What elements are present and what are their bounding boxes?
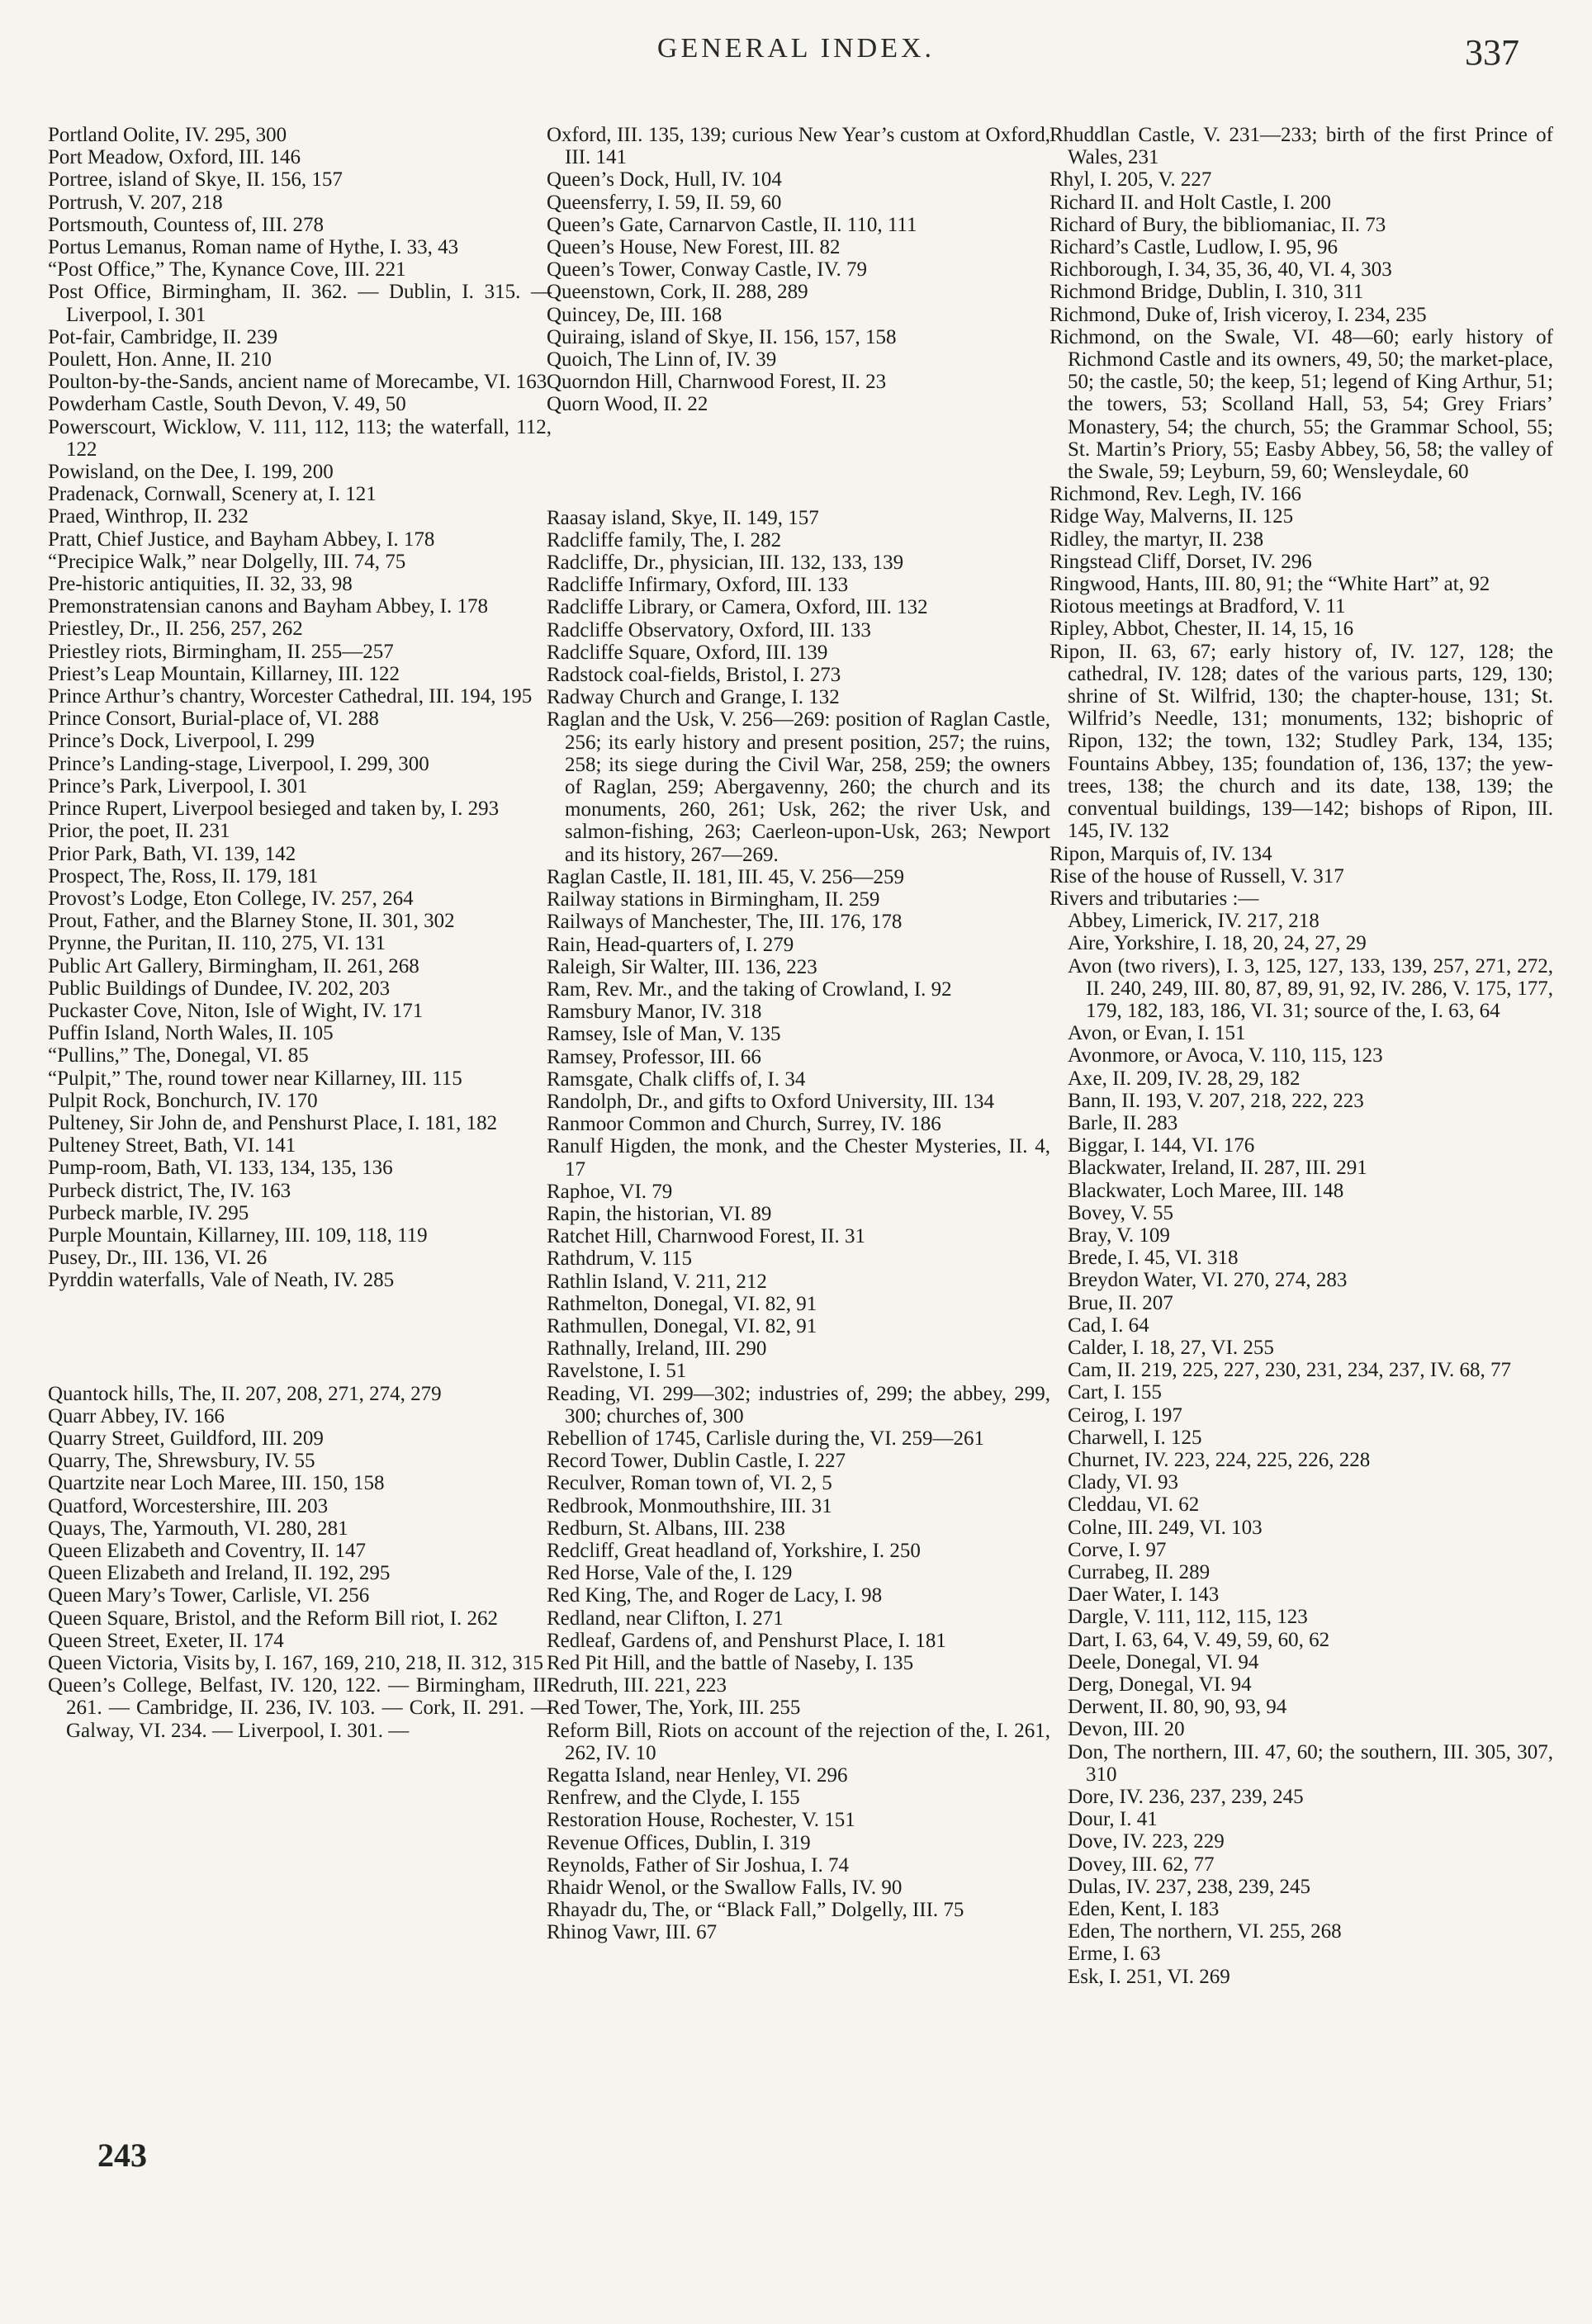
index-entry: Ramsey, Professor, III. 66: [547, 1045, 761, 1068]
index-entry: Rhinog Vawr, III. 67: [547, 1921, 718, 1944]
index-entry: Ringstead Cliff, Dorset, IV. 296: [1049, 550, 1312, 573]
index-entry: Prince Rupert, Liverpool besieged and taken by, I. 293: [48, 798, 500, 821]
index-entry: Radcliffe family, The, I. 282: [547, 528, 782, 551]
index-entry: Rise of the house of Russell, V. 317: [1049, 864, 1344, 887]
index-column-1: [48, 124, 552, 1742]
index-entry: Radway Church and Grange, I. 132: [547, 686, 840, 709]
index-entry: Prior Park, Bath, VI. 139, 142: [48, 842, 296, 865]
index-subentry: Biggar, I. 144, VI. 176: [1068, 1134, 1255, 1157]
index-entry: Rhaidr Wenol, or the Swallow Falls, IV. 90: [547, 1877, 903, 1900]
index-entry: Radcliffe Library, or Camera, Oxford, III. 132: [547, 596, 928, 619]
index-entry: Prout, Father, and the Blarney Stone, II. 301, 302: [48, 910, 455, 933]
index-entry: Queen Victoria, Visits by, I. 167, 169, 210, 218, II. 312, 315: [48, 1652, 543, 1674]
index-entry: Reculver, Roman town of, VI. 2, 5: [547, 1472, 832, 1495]
index-entry: Post Office, Birmingham, II. 362. — Dublin, I. 315. — Liverpool, I. 301: [48, 281, 552, 326]
index-entry: Queen’s Tower, Conway Castle, IV. 79: [547, 258, 867, 282]
index-entry: Redbrook, Monmouthshire, III. 31: [547, 1494, 832, 1517]
index-entry: Richard II. and Holt Castle, I. 200: [1049, 191, 1331, 214]
index-entry: Richmond, on the Swale, VI. 48—60; early history of Richmond Castle and its owners, 49, 50; the market-place, 50; the castle, 50; the keep, 51; legend of King Arthur, 51; the towers, 53; Scolland Hall, 53, 54; Grey Friars’ Monastery, 54; the church, 55; the Grammar School, 55; St. Martin’s Priory, 55; Easby Abbey, 56, 58; the valley of the Swale, 59; Leyburn, 59, 60; Wensleydale, 60: [1049, 325, 1553, 484]
index-subentry: Axe, II. 209, IV. 28, 29, 182: [1068, 1067, 1301, 1090]
index-entry: “Post Office,” The, Kynance Cove, III. 221: [48, 258, 406, 282]
index-entry: Queen’s House, New Forest, III. 82: [547, 236, 841, 259]
index-column-3: [1049, 124, 1553, 1988]
index-entry: Reform Bill, Riots on account of the rejection of the, I. 261, 262, IV. 10: [547, 1719, 1050, 1764]
index-entry: Quartzite near Loch Maree, III. 150, 158: [48, 1472, 385, 1495]
index-subentry: Dour, I. 41: [1068, 1808, 1158, 1831]
index-entry: Prince’s Park, Liverpool, I. 301: [48, 774, 308, 798]
page-number: 337: [1465, 32, 1519, 73]
index-entry: Riotous meetings at Bradford, V. 11: [1049, 595, 1346, 618]
index-entry: Public Buildings of Dundee, IV. 202, 203: [48, 977, 391, 1000]
index-entry: Powerscourt, Wicklow, V. 111, 112, 113; the waterfall, 112, 122: [48, 415, 552, 461]
index-entry: Redburn, St. Albans, III. 238: [547, 1517, 785, 1540]
index-subentry: Eden, The northern, VI. 255, 268: [1068, 1920, 1342, 1943]
index-subentry: Cleddau, VI. 62: [1068, 1493, 1200, 1517]
index-entry: Quorndon Hill, Charnwood Forest, II. 23: [547, 371, 887, 394]
index-entry: Raglan Castle, II. 181, III. 45, V. 256—259: [547, 865, 905, 888]
index-entry: Regatta Island, near Henley, VI. 296: [547, 1764, 848, 1787]
index-subentry: Bann, II. 193, V. 207, 218, 222, 223: [1068, 1089, 1364, 1112]
index-entry: Ravelstone, I. 51: [547, 1360, 687, 1383]
index-entry: Richard’s Castle, Ludlow, I. 95, 96: [1049, 236, 1339, 259]
index-entry: Pulpit Rock, Bonchurch, IV. 170: [48, 1089, 318, 1112]
index-entry: Richmond Bridge, Dublin, I. 310, 311: [1049, 281, 1364, 304]
index-entry: Powderham Castle, South Devon, V. 49, 50: [48, 393, 406, 416]
index-entry: Prince’s Dock, Liverpool, I. 299: [48, 730, 315, 753]
index-subentry: Dovey, III. 62, 77: [1068, 1853, 1215, 1876]
index-entry: Purple Mountain, Killarney, III. 109, 118, 119: [48, 1224, 428, 1247]
index-entry: “Precipice Walk,” near Dolgelly, III. 74, 75: [48, 550, 406, 573]
index-subentry: Deele, Donegal, VI. 94: [1068, 1650, 1259, 1673]
index-entry: Pre-historic antiquities, II. 32, 33, 98: [48, 573, 353, 596]
index-entry: Randolph, Dr., and gifts to Oxford University, III. 134: [547, 1090, 995, 1113]
index-entry: Rain, Head-quarters of, I. 279: [547, 933, 794, 956]
index-subentry: Cart, I. 155: [1068, 1381, 1162, 1404]
index-entry: Ram, Rev. Mr., and the taking of Crowland, I. 92: [547, 977, 952, 1001]
index-entry: Queenstown, Cork, II. 288, 289: [547, 281, 808, 304]
index-subentry: Brue, II. 207: [1068, 1291, 1173, 1314]
index-entry: Raphoe, VI. 79: [547, 1180, 673, 1203]
index-subentry: Barle, II. 283: [1068, 1111, 1178, 1134]
index-subentry: Eden, Kent, I. 183: [1068, 1898, 1220, 1921]
index-subentry: Dove, IV. 223, 229: [1068, 1830, 1225, 1853]
index-entry: Queen Square, Bristol, and the Reform Bill riot, I. 262: [48, 1607, 499, 1630]
index-subentry: Blackwater, Loch Maree, III. 148: [1068, 1179, 1344, 1202]
index-entry: Quantock hills, The, II. 207, 208, 271, 274, 279: [48, 1382, 442, 1405]
index-entry: Richard of Bury, the bibliomaniac, II. 73: [1049, 213, 1386, 236]
index-entry: Queen Street, Exeter, II. 174: [48, 1629, 284, 1652]
index-entry: Radcliffe Infirmary, Oxford, III. 133: [547, 574, 849, 597]
index-subentry: Esk, I. 251, VI. 269: [1068, 1965, 1230, 1988]
index-entry: Portus Lemanus, Roman name of Hythe, I. 33, 43: [48, 236, 459, 259]
index-entry: Purbeck marble, IV. 295: [48, 1201, 249, 1224]
index-subentry: Ceirog, I. 197: [1068, 1403, 1182, 1427]
index-entry: Raleigh, Sir Walter, III. 136, 223: [547, 955, 817, 978]
index-subentry: Avon, or Evan, I. 151: [1068, 1022, 1246, 1045]
index-subentry: Derg, Donegal, VI. 94: [1068, 1673, 1252, 1697]
index-entry: Rathlin Island, V. 211, 212: [547, 1270, 767, 1293]
index-entry: Revenue Offices, Dublin, I. 319: [547, 1831, 811, 1854]
index-entry: Quays, The, Yarmouth, VI. 280, 281: [48, 1517, 348, 1540]
index-entry: Redleaf, Gardens of, and Penshurst Place, I. 181: [547, 1629, 946, 1652]
index-entry: Radcliffe, Dr., physician, III. 132, 133, 139: [547, 551, 904, 575]
index-entry: Pot-fair, Cambridge, II. 239: [48, 325, 278, 348]
index-entry: Quarry Street, Guildford, III. 209: [48, 1427, 324, 1450]
index-entry: Queen Elizabeth and Ireland, II. 192, 295: [48, 1562, 391, 1585]
index-entry: Poulett, Hon. Anne, II. 210: [48, 348, 272, 372]
index-entry: Quiraing, island of Skye, II. 156, 157, 158: [547, 325, 897, 348]
index-entry: Pradenack, Cornwall, Scenery at, I. 121: [48, 483, 377, 506]
index-entry: Port Meadow, Oxford, III. 146: [48, 146, 301, 169]
index-subentry: Don, The northern, III. 47, 60; the southern, III. 305, 307, 310: [1068, 1740, 1553, 1786]
index-entry: Queen Elizabeth and Coventry, II. 147: [48, 1539, 367, 1562]
index-entry: Reading, VI. 299—302; industries of, 299; the abbey, 299, 300; churches of, 300: [547, 1382, 1050, 1427]
index-entry: Ripon, II. 63, 67; early history of, IV. 127, 128; the cathedral, IV. 128; dates of the various parts, 129, 130; shrine of St. Wilfrid, 130; the chapter-house, 131; St. Wilfrid’s Needle, 131; monuments, 132; bishopric of Ripon, 132; the town, 132; Studley Park, 134, 135; Fountains Abbey, 135; foundation of, 136, 137; the yew-trees, 138; the church and its date, 138, 139; the conventual buildings, 139—142; bishops of Ripon, III. 145, IV. 132: [1049, 640, 1553, 843]
index-entry: Quatford, Worcestershire, III. 203: [48, 1494, 329, 1517]
index-entry: Richborough, I. 34, 35, 36, 40, VI. 4, 303: [1049, 258, 1392, 282]
index-entry: Purbeck district, The, IV. 163: [48, 1179, 291, 1202]
index-entry: Rhyl, I. 205, V. 227: [1049, 168, 1212, 192]
index-entry: Priestley riots, Birmingham, II. 255—257: [48, 640, 394, 663]
index-entry: Rivers and tributaries :—: [1049, 887, 1259, 910]
index-subentry: Dore, IV. 236, 237, 239, 245: [1068, 1786, 1304, 1809]
index-entry: Red Tower, The, York, III. 255: [547, 1697, 801, 1720]
index-entry: Restoration House, Rochester, V. 151: [547, 1809, 855, 1832]
index-subentry: Dart, I. 63, 64, V. 49, 59, 60, 62: [1068, 1628, 1330, 1651]
index-entry: Priest’s Leap Mountain, Killarney, III. 122: [48, 662, 400, 685]
index-entry: Pyrddin waterfalls, Vale of Neath, IV. 285: [48, 1269, 395, 1292]
index-entry: Ridge Way, Malverns, II. 125: [1049, 505, 1294, 528]
index-subentry: Colne, III. 249, VI. 103: [1068, 1516, 1263, 1539]
index-entry: Pulteney Street, Bath, VI. 141: [48, 1134, 296, 1157]
index-entry: Rebellion of 1745, Carlisle during the, VI. 259—261: [547, 1427, 985, 1450]
index-entry: Rhayadr du, The, or “Black Fall,” Dolgelly, III. 75: [547, 1899, 964, 1922]
index-entry: Ramsgate, Chalk cliffs of, I. 34: [547, 1067, 806, 1091]
index-entry: Redruth, III. 221, 223: [547, 1674, 727, 1697]
index-entry: Rathmelton, Donegal, VI. 82, 91: [547, 1292, 817, 1315]
index-entry: Queensferry, I. 59, II. 59, 60: [547, 191, 782, 214]
index-entry: Rathmullen, Donegal, VI. 82, 91: [547, 1314, 817, 1337]
index-subentry: Blackwater, Ireland, II. 287, III. 291: [1068, 1157, 1367, 1180]
index-subentry: Corve, I. 97: [1068, 1538, 1167, 1561]
index-entry: Ramsbury Manor, IV. 318: [547, 1001, 762, 1024]
index-entry: Praed, Winthrop, II. 232: [48, 505, 249, 528]
index-subentry: Cad, I. 64: [1068, 1313, 1149, 1337]
index-entry: Ripon, Marquis of, IV. 134: [1049, 842, 1272, 865]
index-entry: Priestley, Dr., II. 256, 257, 262: [48, 618, 303, 641]
index-entry: Pulteney, Sir John de, and Penshurst Place, I. 181, 182: [48, 1111, 498, 1134]
index-entry: Ranmoor Common and Church, Surrey, IV. 186: [547, 1113, 941, 1136]
index-subentry: Bray, V. 109: [1068, 1224, 1170, 1247]
index-subentry: Derwent, II. 80, 90, 93, 94: [1068, 1696, 1287, 1719]
index-entry: Rapin, the historian, VI. 89: [547, 1202, 772, 1225]
index-entry: Portree, island of Skye, II. 156, 157: [48, 168, 343, 192]
index-entry: Puckaster Cove, Niton, Isle of Wight, IV. 171: [48, 999, 424, 1022]
index-entry: Railways of Manchester, The, III. 176, 178: [547, 911, 903, 934]
index-subentry: Erme, I. 63: [1068, 1943, 1161, 1966]
index-entry: Radstock coal-fields, Bristol, I. 273: [547, 664, 841, 687]
index-entry: Powisland, on the Dee, I. 199, 200: [48, 461, 334, 484]
index-entry: Provost’s Lodge, Eton College, IV. 257, 264: [48, 887, 414, 910]
index-subentry: Avon (two rivers), I. 3, 125, 127, 133, 139, 257, 271, 272, II. 240, 249, III. 80, 87, 89, 91, 92, IV. 286, V. 175, 177, 179, 182, 183, 186, VI. 31; source of the, I. 63, 64: [1068, 954, 1553, 1022]
index-entry: Renfrew, and the Clyde, I. 155: [547, 1787, 800, 1810]
index-entry: Red Pit Hill, and the battle of Naseby, I. 135: [547, 1652, 914, 1674]
signature-mark: 243: [97, 2137, 147, 2174]
index-entry: Raasay island, Skye, II. 149, 157: [547, 506, 819, 529]
index-entry: Reynolds, Father of Sir Joshua, I. 74: [547, 1853, 849, 1877]
index-entry: Portrush, V. 207, 218: [48, 191, 223, 214]
index-subentry: Cam, II. 219, 225, 227, 230, 231, 234, 237, IV. 68, 77: [1068, 1359, 1512, 1382]
index-entry: Prospect, The, Ross, II. 179, 181: [48, 864, 319, 887]
index-entry: “Pulpit,” The, round tower near Killarney, III. 115: [48, 1067, 462, 1090]
index-entry: Portsmouth, Countess of, III. 278: [48, 213, 325, 236]
index-entry: Rathnally, Ireland, III. 290: [547, 1337, 767, 1361]
index-subentry: Bovey, V. 55: [1068, 1201, 1174, 1224]
index-subentry: Breydon Water, VI. 270, 274, 283: [1068, 1269, 1348, 1292]
index-entry: Pump-room, Bath, VI. 133, 134, 135, 136: [48, 1157, 393, 1180]
index-entry: Prince’s Landing-stage, Liverpool, I. 299, 300: [48, 752, 429, 775]
index-subentry: Calder, I. 18, 27, VI. 255: [1068, 1336, 1274, 1359]
index-entry: Prince Consort, Burial-place of, VI. 288: [48, 708, 379, 731]
index-entry: Ripley, Abbot, Chester, II. 14, 15, 16: [1049, 618, 1354, 641]
index-entry: Quarry, The, Shrewsbury, IV. 55: [48, 1450, 315, 1473]
index-column-2: [547, 124, 1050, 1944]
index-entry: Ringwood, Hants, III. 80, 91; the “White Hart” at, 92: [1049, 573, 1490, 596]
index-entry: Red Horse, Vale of the, I. 129: [547, 1562, 793, 1585]
index-entry: Quarr Abbey, IV. 166: [48, 1404, 225, 1427]
index-subentry: Clady, VI. 93: [1068, 1471, 1179, 1494]
index-entry: Puffin Island, North Wales, II. 105: [48, 1022, 334, 1045]
index-subentry: Churnet, IV. 223, 224, 225, 226, 228: [1068, 1448, 1371, 1471]
index-entry: Oxford, III. 135, 139; curious New Year’s custom at Oxford, III. 141: [547, 124, 1050, 169]
index-subentry: Currabeg, II. 289: [1068, 1561, 1211, 1583]
index-entry: Richmond, Duke of, Irish viceroy, I. 234, 235: [1049, 303, 1427, 326]
index-entry: Rathdrum, V. 115: [547, 1247, 692, 1271]
index-entry: Ranulf Higden, the monk, and the Chester Mysteries, II. 4, 17: [547, 1135, 1050, 1181]
index-entry: Quorn Wood, II. 22: [547, 393, 708, 416]
index-entry: Prynne, the Puritan, II. 110, 275, VI. 131: [48, 932, 386, 955]
index-entry: Record Tower, Dublin Castle, I. 227: [547, 1450, 846, 1473]
index-entry: Queen’s Dock, Hull, IV. 104: [547, 168, 782, 192]
index-entry: Pusey, Dr., III. 136, VI. 26: [48, 1247, 268, 1270]
index-entry: Rhuddlan Castle, V. 231—233; birth of the first Prince of Wales, 231: [1049, 124, 1553, 169]
index-entry: Prior, the poet, II. 231: [48, 820, 230, 843]
index-entry: Premonstratensian canons and Bayham Abbey, I. 178: [48, 595, 488, 618]
index-entry: Public Art Gallery, Birmingham, II. 261, 268: [48, 954, 419, 977]
index-entry: Quoich, The Linn of, IV. 39: [547, 348, 777, 372]
index-entry: Queen Mary’s Tower, Carlisle, VI. 256: [48, 1584, 370, 1607]
index-entry: Quincey, De, III. 168: [547, 303, 723, 326]
index-entry: Richmond, Rev. Legh, IV. 166: [1049, 483, 1301, 506]
index-entry: Queen’s College, Belfast, IV. 120, 122. — Birmingham, II. 261. — Cambridge, II. 236, IV. 103. — Cork, II. 291. — Galway, VI. 234. — Liverpool, I. 301. —: [48, 1674, 552, 1742]
letter-section-gap: [547, 416, 1050, 507]
index-entry: Ridley, the martyr, II. 238: [1049, 528, 1264, 551]
index-entry: “Pullins,” The, Donegal, VI. 85: [48, 1044, 309, 1067]
index-subentry: Daer Water, I. 143: [1068, 1583, 1220, 1607]
index-subentry: Brede, I. 45, VI. 318: [1068, 1247, 1239, 1270]
index-entry: Radcliffe Observatory, Oxford, III. 133: [547, 618, 871, 641]
index-entry: Ramsey, Isle of Man, V. 135: [547, 1023, 781, 1046]
index-subentry: Avonmore, or Avoca, V. 110, 115, 123: [1068, 1044, 1383, 1067]
index-subentry: Abbey, Limerick, IV. 217, 218: [1068, 910, 1320, 933]
index-entry: Prince Arthur’s chantry, Worcester Cathedral, III. 194, 195: [48, 685, 533, 708]
index-entry: Redland, near Clifton, I. 271: [547, 1607, 784, 1630]
index-entry: Redcliff, Great headland of, Yorkshire, I. 250: [547, 1539, 921, 1562]
index-entry: Railway stations in Birmingham, II. 259: [547, 888, 880, 911]
index-subentry: Aire, Yorkshire, I. 18, 20, 24, 27, 29: [1068, 932, 1367, 955]
index-entry: Ratchet Hill, Charnwood Forest, II. 31: [547, 1225, 866, 1248]
index-entry: Portland Oolite, IV. 295, 300: [48, 124, 287, 146]
index-entry: Radcliffe Square, Oxford, III. 139: [547, 641, 828, 664]
index-entry: Queen’s Gate, Carnarvon Castle, II. 110, 111: [547, 213, 917, 236]
index-subentry: Devon, III. 20: [1068, 1718, 1185, 1741]
index-entry: Red King, The, and Roger de Lacy, I. 98: [547, 1584, 883, 1607]
index-entry: Pratt, Chief Justice, and Bayham Abbey, I. 178: [48, 528, 435, 551]
index-entry: Raglan and the Usk, V. 256—269: position of Raglan Castle, 256; its early history and present position, 257; the ruins, 258; its siege during the Civil War, 258, 259; the owners of Raglan, 259; Abergavenny, 260; the church and its monuments, 260, 261; Usk, 262; the river Usk, and salmon-fishing, 263; Caerleon-upon-Usk, 263; Newport and its history, 267—269.: [547, 708, 1050, 866]
letter-section-gap: [48, 1292, 552, 1383]
running-head: GENERAL INDEX.: [656, 33, 936, 64]
index-subentry: Dulas, IV. 237, 238, 239, 245: [1068, 1875, 1310, 1898]
index-entry: Poulton-by-the-Sands, ancient name of Morecambe, VI. 163: [48, 371, 547, 394]
index-subentry: Dargle, V. 111, 112, 115, 123: [1068, 1606, 1308, 1629]
index-subentry: Charwell, I. 125: [1068, 1426, 1202, 1449]
